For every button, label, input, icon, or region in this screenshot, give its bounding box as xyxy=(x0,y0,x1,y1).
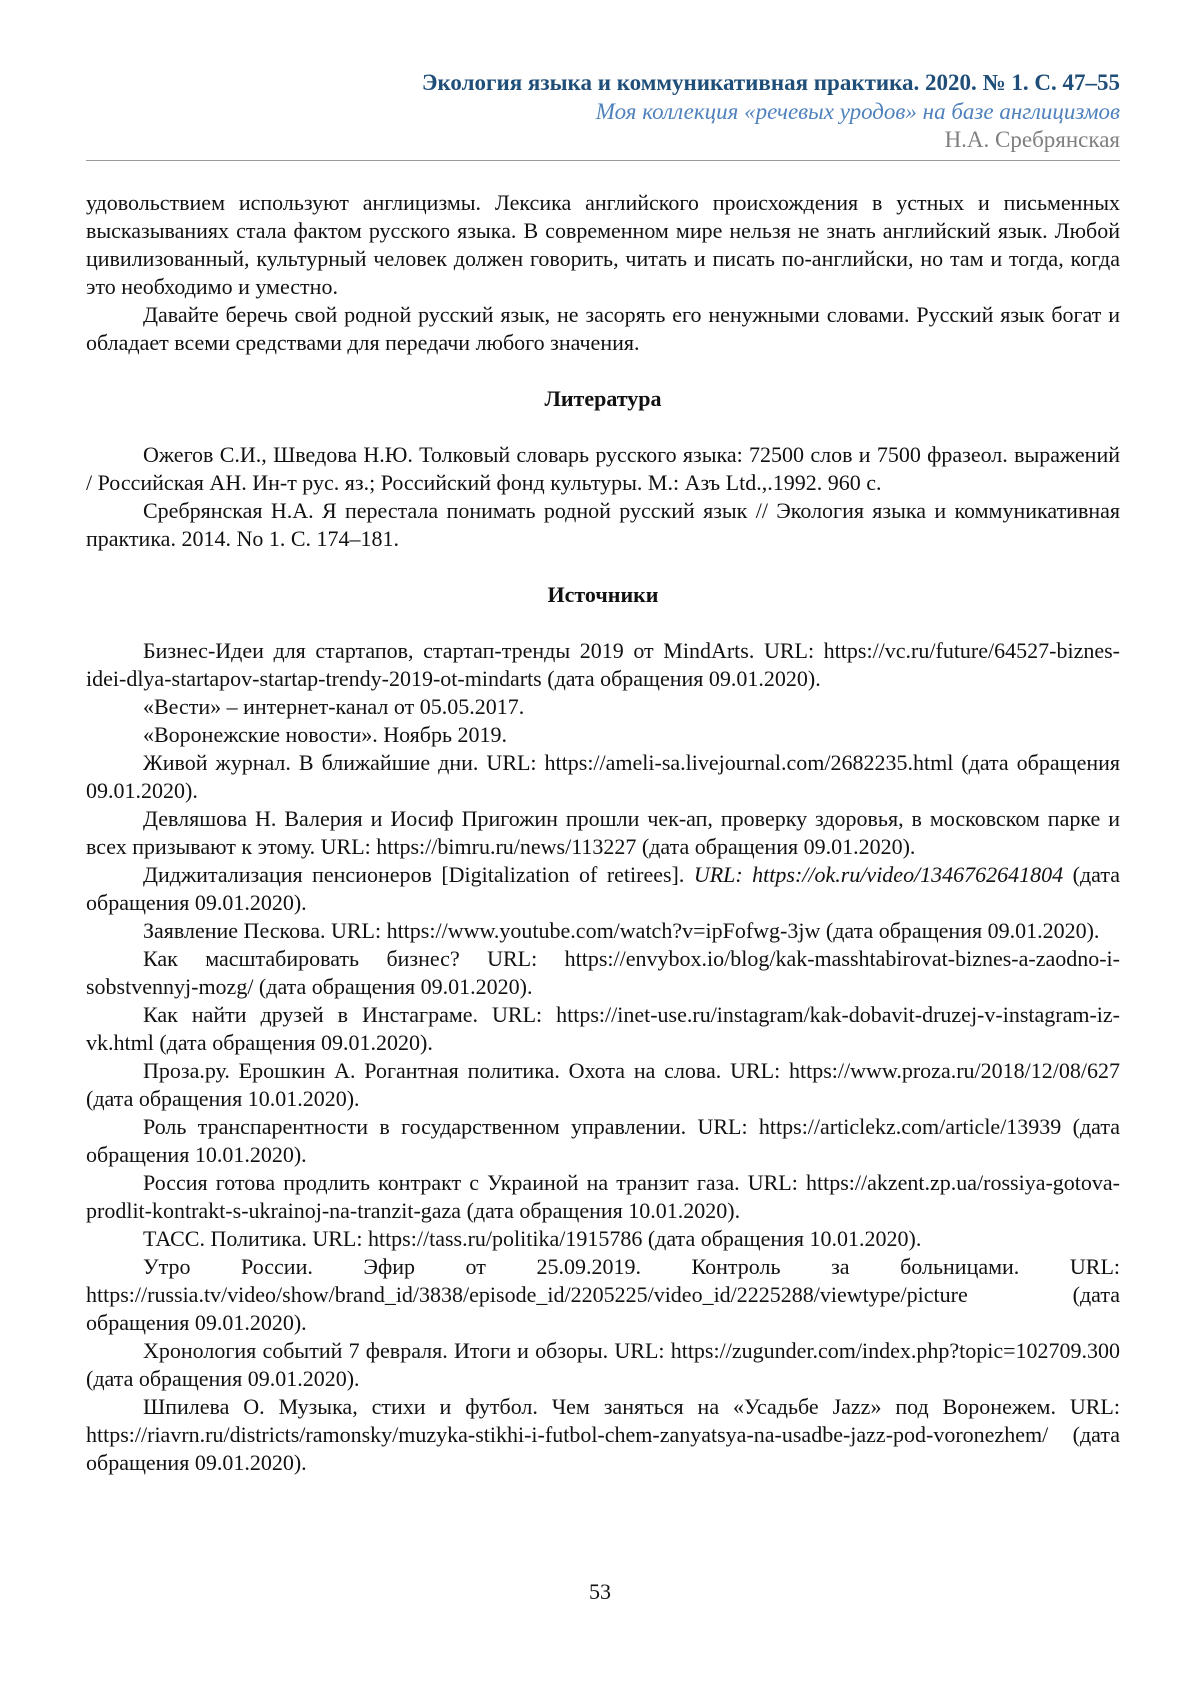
source-item: Россия готова продлить контракт с Украиной на транзит газа. URL: https://akzent.zp.ua/rossiya-gotova-prodlit-kontrakt-s-ukrainoj-na-tranzit-gaza (дата обращения 10.01.2020). xyxy=(86,1170,1120,1223)
source-item: «Воронежские новости». Ноябрь 2019. xyxy=(143,722,508,747)
page-content xyxy=(86,189,1120,1477)
source-item: Утро России. Эфир от 25.09.2019. Контроль за больницами. URL: https://russia.tv/video/show/brand_id/3838/episode_id/2205225/video_id/2225288/viewtype/picture (дата обращения 09.01.2020). xyxy=(86,1254,1120,1335)
source-item: Живой журнал. В ближайшие дни. URL: https://ameli-sa.livejournal.com/2682235.html (дата обращения 09.01.2020). xyxy=(86,750,1120,803)
source-item-digitalization xyxy=(86,861,1120,917)
sources-heading: Источники xyxy=(547,582,659,607)
source-item: Заявление Пескова. URL: https://www.youtube.com/watch?v=ipFofwg-3jw (дата обращения 09.01.2020). xyxy=(143,918,1100,943)
source-item: Шпилева О. Музыка, стихи и футбол. Чем заняться на «Усадьбе Jazz» под Воронежем. URL: https://riavrn.ru/districts/ramonsky/muzyka-stikhi-i-futbol-chem-zanyatsya-na-usadbe-jazz-pod-voronezhem/ (дата обращения 09.01.2020). xyxy=(86,1394,1120,1475)
source-url[interactable]: URL: https://ok.ru/video/1346762641804 xyxy=(693,862,1064,887)
source-item: Хронология событий 7 февраля. Итоги и обзоры. URL: https://zugunder.com/index.php?topic=102709.300 (дата обращения 09.01.2020). xyxy=(86,1338,1120,1391)
article-title: Моя коллекция «речевых уродов» на базе англицизмов xyxy=(595,99,1120,124)
journal-citation: Экология языка и коммуникативная практика. 2020. № 1. С. 47–55 xyxy=(421,70,1120,95)
article-author: Н.А. Сребрянская xyxy=(944,127,1120,152)
source-item: Бизнес-Идеи для стартапов, стартап-тренды 2019 от MindArts. URL: https://vc.ru/future/64527-biznes-idei-dlya-startapov-startap-trendy-2019-ot-mindarts (дата обращения 09.01.2020). xyxy=(86,638,1120,691)
source-item: Роль транспарентности в государственном управлении. URL: https://articlekz.com/article/13939 (дата обращения 10.01.2020). xyxy=(86,1114,1120,1167)
literature-heading: Литература xyxy=(544,386,662,411)
source-item: «Вести» – интернет-канал от 05.05.2017. xyxy=(143,694,525,719)
header-divider xyxy=(86,160,1120,161)
page-number: 53 xyxy=(589,1579,611,1604)
source-text: Диджитализация пенсионеров [Digitalization of retirees]. xyxy=(143,862,685,887)
body-paragraph: Давайте беречь свой родной русский язык, не засорять его ненужными словами. Русский язык богат и обладает всеми средствами для передачи любого значения. xyxy=(86,302,1120,355)
source-item: ТАСС. Политика. URL: https://tass.ru/politika/1915786 (дата обращения 10.01.2020). xyxy=(143,1226,922,1251)
source-access-date: (дата обращения 09.01.2020). xyxy=(86,862,1120,915)
reference-item: Сребрянская Н.А. Я перестала понимать родной русский язык // Экология языка и коммуникативная практика. 2014. No 1. С. 174–181. xyxy=(86,498,1120,551)
body-paragraph: удовольствием используют англицизмы. Лексика английского происхождения в устных и письменных высказываниях стала фактом русского языка. В современном мире нельзя не знать английский язык. Любой цивилизованный, культурный человек должен говорить, читать и писать по-английски, но там и тогда, когда это необходимо и уместно. xyxy=(86,190,1120,299)
reference-item: Ожегов С.И., Шведова Н.Ю. Толковый словарь русского языка: 72500 слов и 7500 фразеол. выражений / Российская АН. Ин-т рус. яз.; Российский фонд культуры. М.: Азъ Ltd.,.1992. 960 с. xyxy=(86,442,1120,495)
source-item: Как найти друзей в Инстаграме. URL: https://inet-use.ru/instagram/kak-dobavit-druzej-v-instagram-iz-vk.html (дата обращения 09.01.2020). xyxy=(86,1002,1120,1055)
running-header xyxy=(86,68,1120,154)
source-item: Девляшова Н. Валерия и Иосиф Пригожин прошли чек-ап, проверку здоровья, в московском парке и всех призывают к этому. URL: https://bimru.ru/news/113227 (дата обращения 09.01.2020). xyxy=(86,806,1120,859)
source-item: Проза.ру. Ерошкин А. Рогантная политика. Охота на слова. URL: https://www.proza.ru/2018/12/08/627 (дата обращения 10.01.2020). xyxy=(86,1058,1120,1111)
source-item: Как масштабировать бизнес? URL: https://envybox.io/blog/kak-masshtabirovat-biznes-a-zaodno-i-sobstvennyj-mozg/ (дата обращения 09.01.2020). xyxy=(86,946,1120,999)
